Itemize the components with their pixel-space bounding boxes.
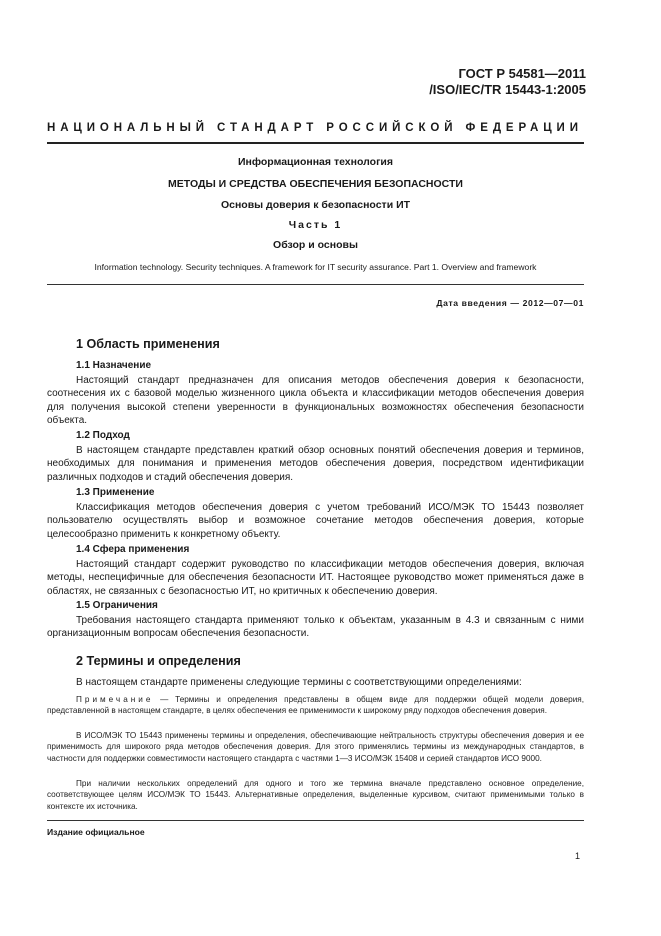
section-1-3-heading: 1.3 Применение: [76, 487, 155, 498]
iso-id: /ISO/IEC/TR 15443-1:2005: [429, 82, 586, 97]
section-1-4-heading: 1.4 Сфера применения: [76, 544, 190, 555]
english-title: Information technology. Security techniques. A framework for IT security assurance. Part 1. Overview and framework: [94, 262, 537, 272]
section-1-5-text: Требования настоящего стандарта применяют только к объектам, указанным в 4.3 и связанным с ними организационным вопросам обеспечения безопасности.: [47, 615, 584, 640]
title-subtitle: Обзор и основы: [273, 239, 358, 251]
section-1-2-text: В настоящем стандарте представлен краткий обзор основных понятий обеспечения доверия и терминов, необходимых для понимания и применения методов обеспечения доверия, посредством идентификации различных подходов и стадий обеспечения доверия.: [47, 445, 584, 483]
title-rule: [47, 284, 584, 285]
section-1-1-heading: 1.1 Назначение: [76, 360, 152, 371]
title-line-2: МЕТОДЫ И СРЕДСТВА ОБЕСПЕЧЕНИЯ БЕЗОПАСНОСТИ: [168, 178, 463, 190]
note-paragraph-1: [47, 694, 584, 717]
section-1-heading: 1 Область применения: [76, 337, 220, 351]
section-1-4-text: Настоящий стандарт содержит руководство по классификации методов обеспечения доверия, включая методы, неспецифичные для обеспечения безопасности ИТ. Настоящее руководство может применяться даже в областях, не связанных с безопасностью ИТ, но критичных к обеспечению доверия.: [47, 559, 584, 597]
title-part: Часть 1: [288, 219, 343, 231]
section-1-5-heading: 1.5 Ограничения: [76, 600, 158, 611]
national-standard-banner: НАЦИОНАЛЬНЫЙ СТАНДАРТ РОССИЙСКОЙ ФЕДЕРАЦИИ: [47, 122, 583, 134]
title-line-1: Информационная технология: [237, 156, 394, 168]
header-rule: [47, 142, 584, 144]
standard-id: ГОСТ Р 54581—2011: [458, 66, 586, 81]
note-paragraph-3: При наличии нескольких определений для одного и того же термина вначале представлено основное определение, соответствующее целям ИСО/МЭК ТО 15443. Альтернативные определения, выделенные курсивом, считают применимыми только в контексте их источника.: [47, 779, 584, 811]
title-line-3: Основы доверия к безопасности ИТ: [220, 199, 411, 211]
introduction-date: Дата введения — 2012—07—01: [436, 298, 584, 308]
note-text-1: — Термины и определения представлены в общем виде для поддержки общей модели доверия, представленной в настоящем стандарте, в целях обеспечения ее применимости к широкому ряду подходов обеспечения доверия.: [47, 695, 584, 716]
note-label: Примечание: [76, 695, 154, 704]
section-1-3-text: Классификация методов обеспечения доверия с учетом требований ИСО/МЭК ТО 15443 позволяет пользователю осуществлять выбор и возможное сочетание методов обеспечения доверия, которые целесообразно применить к конкретному объекту.: [47, 502, 584, 540]
section-1-2-heading: 1.2 Подход: [76, 430, 130, 441]
section-2-text: В настоящем стандарте применены следующие термины с соответствующими определениями:: [76, 677, 522, 688]
note-paragraph-2: В ИСО/МЭК ТО 15443 применены термины и определения, обеспечивающие нейтральность структуры обеспечения доверия и ее применимость для широкого ряда методов обеспечения доверия. Для этого применялись термины из международных стандартов, в частности для поддержки совместимости настоящего стандарта с частями 1—3 ИСО/МЭК 15408 и серией стандартов ИСО 9000.: [47, 731, 584, 763]
edition-label: Издание официальное: [47, 827, 145, 837]
section-1-1-text: Настоящий стандарт предназначен для описания методов обеспечения доверия к безопасности, соотнесения их с базовой моделью жизненного цикла объекта и классификации методов обеспечения доверия для получения высокой степени уверенности в функциональных возможностях обеспечения безопасности объекта.: [47, 375, 584, 427]
section-2-heading: 2 Термины и определения: [76, 654, 241, 668]
page-number: 1: [575, 851, 581, 861]
footer-rule: [47, 820, 584, 821]
